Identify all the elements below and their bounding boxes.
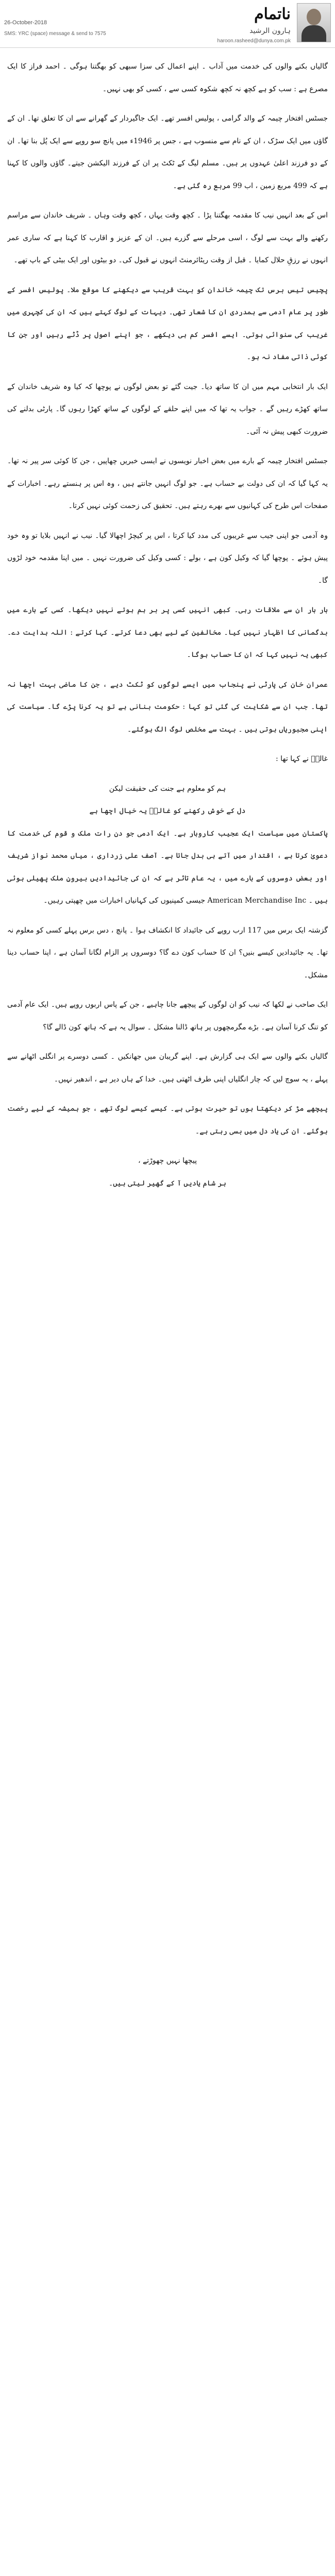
paragraph: گالیاں بکنے والوں سے ایک ہی گزارش ہے۔ اپنے گریبان میں جھانکیں ۔ کسی دوسرے پر انگلی اٹھانے سے پہلے ، یہ سوچ لیں کہ چار انگلیاں اپنی طرف اٹھتی ہیں۔ خدا کے ہاں دیر ہے ، اندھیر نہیں۔ [7, 1053, 328, 1083]
paragraph: پیچھے مڑ کر دیکھتا ہوں تو حیرت ہوتی ہے۔ کیسے کیسے لوگ تھے ، جو ہمیشہ کے لیے رخصت ہوگئے۔ ان کی یاد دل میں بسی رہتی ہے۔ [7, 1105, 328, 1136]
publish-date: 26-October-2018 [4, 20, 47, 26]
paragraph: غالبؔ نے کہا تھا : [275, 755, 328, 763]
paragraph: وہ آدمی جو اپنی جیب سے غریبوں کی مدد کیا کرتا ، اس پر کیچڑ اچھالا گیا۔ نیب نے انہیں بلایا تو وہ خود پیش ہوئے ۔ پوچھا گیا کہ وکیل کون ہے ، بولے : کسی وکیل کی ضرورت نہیں ۔ میں اپنا مقدمہ خود لڑوں گا۔ [7, 531, 328, 585]
column-title: ناتمام [254, 5, 291, 23]
author-name: ہارون الرشید [249, 27, 291, 35]
verse-line: دل کے خوش رکھنے کو غالبؔ یہ خیال اچھا ہے [89, 807, 246, 815]
verse-line: ہم کو معلوم ہے جنت کی حقیقت لیکن [109, 784, 226, 793]
sms-info: SMS: YRC (space) message & send to 7575 [4, 31, 106, 37]
column-header [0, 0, 335, 48]
paragraph: بار بار ان سے ملاقات رہی۔ کبھی انہیں کسی پر بر ہم ہوتے نہیں دیکھا۔ کسی کے بارے میں بدگمانی کا اظہار نہیں کیا۔ مخالفین کے لیے بھی دعا کرتے۔ کہا کرتے : اللہ ہدایت دے۔ کبھی یہ نہیں کہا کہ ان کا حساب ہوگا۔ [7, 606, 328, 659]
article-body [7, 56, 328, 2576]
paragraph: گالیاں بکنے والوں کی خدمت میں آداب ۔ اپنے اعمال کی سزا سبھی کو بھگتنا ہوگی ۔ احمد فراز کا ایک مصرع ہے : سب کو ہے کچھ نہ کچھ شکوہ کسی سے ، کسی کو بھی نہیں۔ [7, 62, 328, 93]
paragraph: جسٹس افتخار چیمہ کے والد گرامی ، پولیس افسر تھے۔ ایک جاگیردار کے گھرانے سے ان کا تعلق تھا۔ ان کے گاؤں میں ایک سڑک ، ان کے نام سے منسوب ہے ، جس پر 1946ء میں پانچ سو روپے سے ایک پُل بنا تھا۔ ان کے دو فرزند اعلیٰ عہدوں پر ہیں۔ مسلم لیگ کے ٹکٹ پر ان کے فرزند الیکشن جیتے۔ گاؤں والوں کا کہنا ہے کہ 499 مربع زمین ، اب 99 مربع رہ گئی ہے۔ [7, 114, 328, 190]
paragraph: ایک صاحب نے لکھا کہ نیب کو ان لوگوں کے پیچھے جانا چاہیے ، جن کے پاس اربوں روپے ہیں۔ ایک عام آدمی کو تنگ کرنا آسان ہے۔ بڑے مگرمچھوں پر ہاتھ ڈالنا مشکل ۔ سوال یہ ہے کہ ہاتھ کون ڈالے گا؟ [7, 1001, 328, 1031]
author-email: haroon.rasheed@dunya.com.pk [217, 38, 291, 44]
paragraph: پاکستان میں سیاست ایک عجیب کاروبار ہے۔ ایک آدمی جو دن رات ملک و قوم کی خدمت کا دعویٰ کرتا ہے ، اقتدار میں آتے ہی بدل جاتا ہے۔ آصف علی زرداری ، میاں محمد نواز شریف اور بعض دوسروں کے بارے میں ، یہ عام تاثر ہے کہ ان کی جائیدادیں بیرونِ ملک پھیلی ہوئی ہیں ۔ American Merchandise Inc جیسی کمپنیوں کی کہانیاں اخبارات میں چھپتی رہیں۔ [7, 829, 328, 905]
paragraph: ایک بار انتخابی مہم میں ان کا ساتھ دیا۔ جیت گئے تو بعض لوگوں نے پوچھا کہ کیا وہ شریف خاندان کے ساتھ کھڑے رہیں گے ۔ جواب یہ تھا کہ میں اپنے حلقے کے لوگوں کے ساتھ کھڑا رہوں گا۔ پارٹی بدلنے کی ضرورت کبھی پیش نہ آئی۔ [7, 382, 328, 436]
paragraph: جسٹس افتخار چیمہ کے بارے میں بعض اخبار نویسوں نے ایسی خبریں چھاپیں ، جن کا کوئی سر پیر نہ تھا۔ یہ کہا گیا کہ ان کی دولت بے حساب ہے۔ جو لوگ انہیں جانتے ہیں ، وہ اس پر ہنستے رہے۔ اخبارات کے صفحات اس طرح کی کہانیوں سے بھرے رہتے ہیں۔ تحقیق کی زحمت کوئی نہیں کرتا۔ [7, 457, 328, 510]
verse-line: پیچھا نہیں چھوڑتے ، [138, 1157, 197, 1165]
paragraph: گزشتہ ایک برس میں 117 ارب روپے کی جائیداد کا انکشاف ہوا ۔ پانچ ، دس برس پہلے کسی کو معلوم نہ تھا۔ یہ جائیدادیں کیسے بنیں؟ ان کا حساب کون دے گا؟ دوسروں پر الزام لگانا آسان ہے ، اپنا حساب دینا مشکل۔ [7, 926, 328, 979]
author-photo [297, 3, 331, 42]
paragraph: اس کے بعد انہیں نیب کا مقدمہ بھگتنا پڑا ۔ کچھ وقت یہاں ، کچھ وقت وہاں ۔ شریف خاندان سے مراسم رکھنے والے بہت سے لوگ ، اسی مرحلے سے گزرے ہیں۔ ان کے عزیز و اقارب کا کہنا ہے کہ ساری عمر انہوں نے رزقِ حلال کمایا ۔ قبل از وقت ریٹائرمنٹ انہوں نے قبول کی۔ دو بیٹوں اور ایک بیٹی کے باپ تھے۔ [7, 211, 328, 264]
paragraph: عمران خان کی پارٹی نے پنجاب میں ایسے لوگوں کو ٹکٹ دیے ، جن کا ماضی بہت اچھا نہ تھا۔ جب ان سے شکایت کی گئی تو کہا : حکومت بنانی ہے تو یہ کرنا پڑے گا۔ سیاست کی اپنی مجبوریاں ہوتی ہیں ۔ بہت سے مخلص لوگ الگ ہوگئے۔ [7, 680, 328, 734]
verse-line: ہر شام یادیں آ کے گھیر لیتی ہیں۔ [108, 1179, 227, 1188]
paragraph: پچیس تیس برس تک چیمہ خاندان کو بہت قریب سے دیکھنے کا موقع ملا۔ پولیس افسر کے طور پر عام آدمی سے ہمدردی ان کا شعار تھی۔ دیہات کے لوگ کہتے ہیں کہ ان کی کچہری میں غریب کی سنوائی ہوتی۔ ایسے افسر کم ہی دیکھے ، جو اپنے اصول پر ڈٹے رہیں اور جن کا کوئی ذاتی مفاد نہ ہو۔ [7, 285, 328, 361]
